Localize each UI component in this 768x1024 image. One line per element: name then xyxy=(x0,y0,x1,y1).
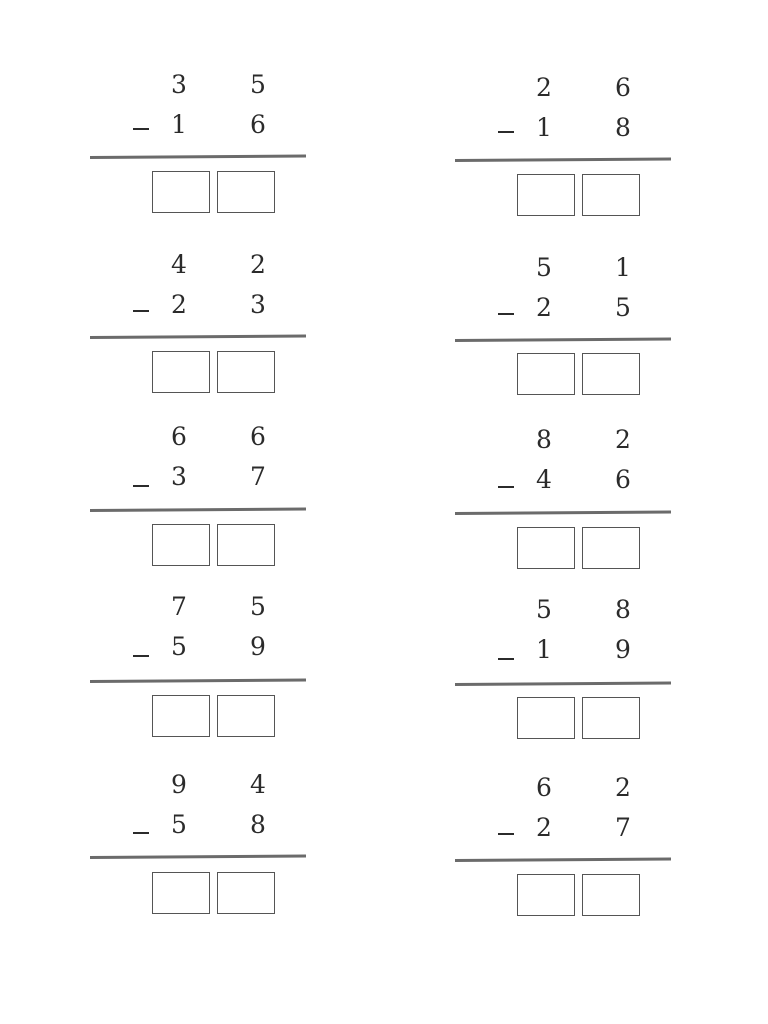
minus-sign xyxy=(498,486,514,488)
answer-rule xyxy=(90,507,306,512)
answer-rule xyxy=(455,681,671,686)
bottom-tens-digit: 5 xyxy=(171,632,187,661)
top-ones-digit: 8 xyxy=(615,595,631,624)
top-tens-digit: 4 xyxy=(171,250,187,279)
top-tens-digit: 5 xyxy=(536,253,552,282)
top-tens-digit: 6 xyxy=(171,422,187,451)
answer-rule xyxy=(455,857,671,862)
bottom-ones-digit: 8 xyxy=(250,810,266,839)
answer-tens-box[interactable] xyxy=(152,872,210,914)
minus-sign xyxy=(498,658,514,660)
bottom-tens-digit: 1 xyxy=(536,635,552,664)
top-tens-digit: 7 xyxy=(171,592,187,621)
bottom-ones-digit: 3 xyxy=(250,290,266,319)
bottom-tens-digit: 2 xyxy=(536,293,552,322)
minus-sign xyxy=(133,310,149,312)
top-ones-digit: 5 xyxy=(250,70,266,99)
answer-rule xyxy=(455,157,671,162)
minus-sign xyxy=(498,833,514,835)
bottom-tens-digit: 2 xyxy=(536,813,552,842)
problem-right-3 xyxy=(455,355,671,495)
problem-right-5 xyxy=(455,703,671,843)
answer-ones-box[interactable] xyxy=(217,872,275,914)
problem-left-2 xyxy=(90,180,306,320)
top-tens-digit: 6 xyxy=(536,773,552,802)
top-tens-digit: 3 xyxy=(171,70,187,99)
problem-right-1 xyxy=(455,3,671,143)
minus-sign xyxy=(133,128,149,130)
bottom-ones-digit: 6 xyxy=(615,465,631,494)
bottom-tens-digit: 4 xyxy=(536,465,552,494)
minus-sign xyxy=(133,485,149,487)
answer-rule xyxy=(90,334,306,339)
bottom-tens-digit: 1 xyxy=(536,113,552,142)
bottom-tens-digit: 1 xyxy=(171,110,187,139)
bottom-tens-digit: 3 xyxy=(171,462,187,491)
bottom-ones-digit: 9 xyxy=(615,635,631,664)
problem-right-4 xyxy=(455,525,671,665)
minus-sign xyxy=(498,313,514,315)
problem-left-5 xyxy=(90,700,306,840)
top-tens-digit: 2 xyxy=(536,73,552,102)
bottom-ones-digit: 6 xyxy=(250,110,266,139)
bottom-ones-digit: 8 xyxy=(615,113,631,142)
top-ones-digit: 6 xyxy=(615,73,631,102)
answer-ones-box[interactable] xyxy=(582,874,640,916)
top-ones-digit: 2 xyxy=(615,425,631,454)
top-ones-digit: 2 xyxy=(615,773,631,802)
problem-left-1 xyxy=(90,0,306,140)
bottom-tens-digit: 2 xyxy=(171,290,187,319)
top-ones-digit: 5 xyxy=(250,592,266,621)
top-ones-digit: 2 xyxy=(250,250,266,279)
bottom-tens-digit: 5 xyxy=(171,810,187,839)
minus-sign xyxy=(133,655,149,657)
bottom-ones-digit: 5 xyxy=(615,293,631,322)
top-tens-digit: 5 xyxy=(536,595,552,624)
problem-left-3 xyxy=(90,352,306,492)
minus-sign xyxy=(133,832,149,834)
problem-right-2 xyxy=(455,183,671,323)
bottom-ones-digit: 7 xyxy=(615,813,631,842)
answer-rule xyxy=(455,510,671,515)
bottom-ones-digit: 7 xyxy=(250,462,266,491)
answer-tens-box[interactable] xyxy=(517,874,575,916)
answer-rule xyxy=(90,154,306,159)
minus-sign xyxy=(498,131,514,133)
top-tens-digit: 8 xyxy=(536,425,552,454)
top-ones-digit: 1 xyxy=(615,253,631,282)
top-ones-digit: 6 xyxy=(250,422,266,451)
answer-rule xyxy=(90,854,306,859)
bottom-ones-digit: 9 xyxy=(250,632,266,661)
answer-rule xyxy=(90,678,306,683)
problem-left-4 xyxy=(90,522,306,662)
top-tens-digit: 9 xyxy=(171,770,187,799)
answer-rule xyxy=(455,337,671,342)
top-ones-digit: 4 xyxy=(250,770,266,799)
